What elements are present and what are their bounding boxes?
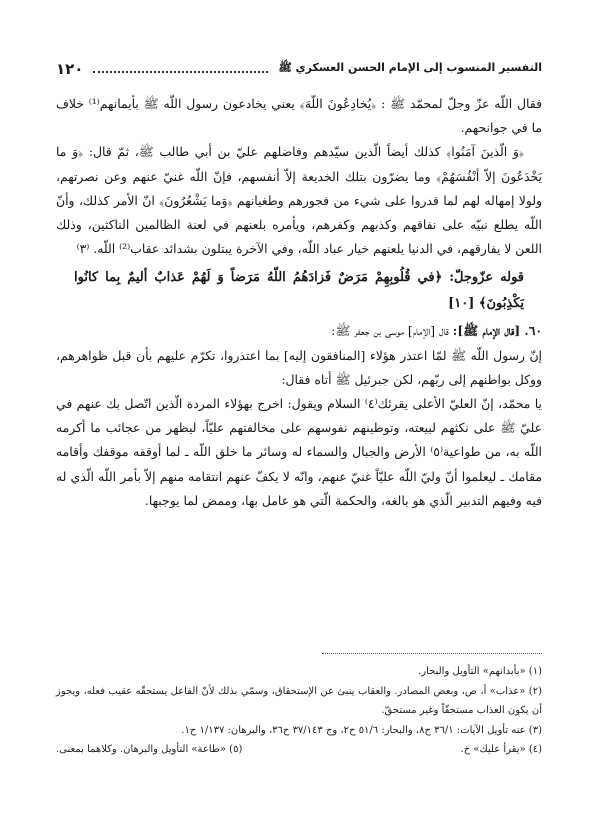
section-intro: قال [الإمام] موسى بن جعفر ﷺ: — [331, 323, 449, 339]
footnote-5: (٥) «طاعة» التأويل والبرهان. وكلاهما بمعنى. — [56, 744, 243, 755]
running-title: التفسير المنسوب إلى الإمام الحسن العسكري ﷺ — [278, 61, 542, 74]
paragraph-2-text: ﴿وَ الّذينَ آمَنُوا﴾ كذلك أيضاً الّذين سيّدهم وفاضلهم عليّ بن أبي طالب ﷺ، ثمّ قال: ﴿وَ ما يَخْدَعُونَ إلاّ أنْفُسَهُمْ﴾ وما يضرّون بتلك الخديعة إلاّ أنفسهم، فإنّ اللّه غنيّ عنهم وعن نصرتهم، ولولا إمهاله لهم لما قدروا على شيء من فجورهم وطغيانهم ﴿وَما يَشْعُرُونَ﴾ انّ الأمر كذلك، وأنّ اللّه يطلع نبيّه على نفاقهم وكذبهم وكفرهم، ويأمره بلعنهم في لعنة الظالمين الناكثين، وذلك اللعن لا يفارقهم، في الدنيا يلعنهم خيار عباد اللّه، وفي الآخرة يبتلون بشدائد عقاب⁽²⁾ اللّه. — [56, 144, 542, 257]
footnote-3: (٣) عنه تأويل الآيات: ٣٦/١ ح٨، والبحار: ٥١/٦ ح٢، وج ٣٧/١٤٣ ح٣٦، والبرهان: ١/١٣٧ ح١. — [181, 724, 542, 736]
paragraph-3: إنّ رسول اللّه ﷺ لمّا اعتذر هؤلاء [المنافقون إليه] بما اعتذروا، تكرّم عليهم بأن قبل ظواهرهم، ووكل بواطنهم إلى ربّهم، لكن جبرئيل ﷺ أتاه فقال: — [56, 347, 542, 387]
footnote-row-4-5 — [56, 740, 542, 760]
footnotes — [56, 662, 542, 760]
page-header — [56, 58, 542, 80]
paragraph-4: يا محمّد، إنّ العليّ الأعلى يقرئك⁽٤⁾ السلام ويقول: اخرج بهؤلاء المردة الّذين اتّصل بك عنهم في عليّ ﷺ على نكثهم لبيعته، وتوطينهم نفوسهم على مخالفتهم عليّاً، ليظهر من عجائب ما أكرمه اللّه به، من طواعية⁽٥⁾ الأرض والجبال والسماء له وسائر ما خلق اللّه ـ لما أوقفه موقفك وأقامه مقامك ـ ليعلموا أنّ وليّ اللّه عليّاً غنيّ عنهم، وانّه لا يكفّ عنهم انتقامه منهم إلاّ بأمر اللّه الّذي له فيه وفيهم التدبير الّذي هو بالغه، والحكمة الّتي هو عامل بها، وممض لما يوجبها. — [56, 396, 542, 508]
footnote-separator — [322, 653, 542, 654]
page-number: ١٢٠ — [56, 60, 84, 78]
footnote-2: (٢) «عذاب» أ، ص، وبعض المصادر. والعقاب ينبئ عن الإستحقاق، وسمّي بذلك لأنّ الفاعل يستحقّه عقيب فعله، ويجوز أن يكون العذاب مستحقّاً وغير مستحقّ. — [56, 685, 542, 716]
header-dotted-rule — [93, 65, 268, 73]
paragraph-2 — [56, 140, 542, 261]
section-heading: ٦٠. [قال الإمام ﷺ]: — [452, 323, 542, 339]
main-text — [56, 92, 542, 513]
section-60 — [56, 319, 542, 343]
quranic-verse: قوله عزّوجلّ: ﴿في قُلُوبِهِمْ مَرَضٌ فَزادَهُمُ اللّهُ مَرَضاً وَ لَهُمْ عَذابٌ أليمٌ بِما كانُوا يَكْذِبُونَ﴾ [١٠] — [74, 270, 524, 312]
paragraph-2-footnote-ref: ⁽٣⁾ — [76, 241, 90, 257]
footnote-1: (١) «بأبدانهم» التأويل والبحار. — [418, 666, 542, 677]
footnote-4: (٤) «يقرأ عليك» خ. — [460, 744, 542, 755]
paragraph-1: فقال اللّه عزّ وجلّ لمحمّد ﷺ : ﴿يُخادِعُونَ اللّهَ﴾ يعني يخادعون رسول اللّه ﷺ بأيمانهم⁽¹⁾ خلاف ما في جوانحهم. — [56, 96, 542, 136]
